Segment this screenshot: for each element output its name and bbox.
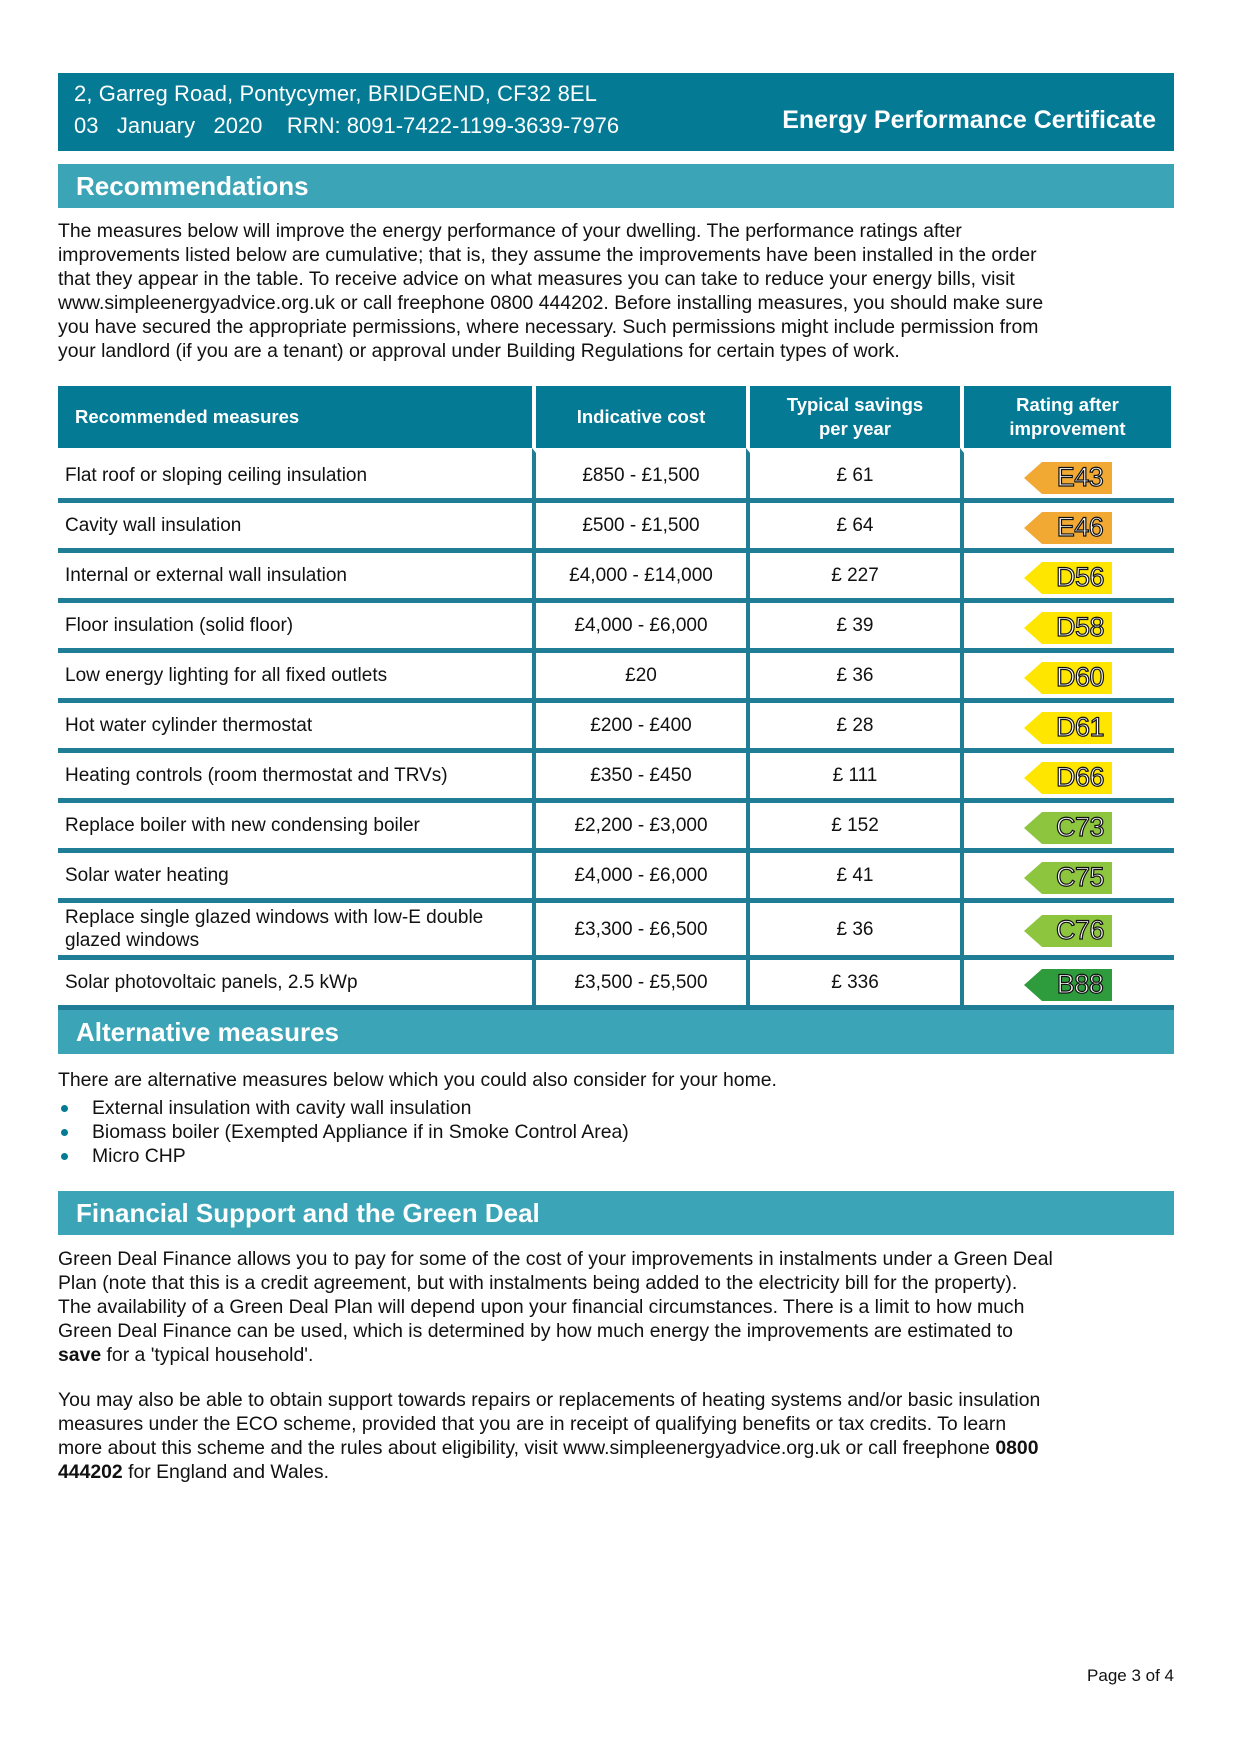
page-number: Page 3 of 4 — [1087, 1666, 1174, 1685]
measure-cell: Solar water heating — [58, 853, 532, 903]
rating-label: D60 — [1055, 661, 1105, 692]
rating-badge-wrapper — [964, 858, 1174, 894]
measure-line: Replace single glazed windows with low-E double — [65, 907, 484, 928]
measure-cell: Solar photovoltaic panels, 2.5 kWp — [58, 960, 532, 1010]
rating-label: D56 — [1055, 561, 1105, 592]
rating-badge-wrapper — [964, 458, 1174, 494]
savings-cell: £ 28 — [746, 703, 960, 753]
measure-cell: Low energy lighting for all fixed outlets — [58, 653, 532, 703]
measure-cell: Cavity wall insulation — [58, 503, 532, 553]
measure-cell: Internal or external wall insulation — [58, 553, 532, 603]
certificate-meta — [74, 113, 619, 139]
header-line: Rating after — [1016, 394, 1119, 415]
text: more about this scheme and the rules about eligibility, visit www.simpleenergyadvice.org.uk or call freephone — [58, 1437, 996, 1459]
rating-cell — [960, 653, 1174, 703]
column-header-measures: Recommended measures — [58, 386, 532, 448]
paragraph-line: The availability of a Green Deal Plan will depend upon your financial circumstances. There is a limit to how much — [58, 1296, 1025, 1318]
rating-label: C73 — [1055, 811, 1105, 842]
rating-arrow-badge — [1024, 969, 1112, 1001]
cost-cell: £4,000 - £6,000 — [532, 603, 746, 653]
paragraph-line: Plan (note that this is a credit agreement, but with instalments being added to the electricity bill for the property). — [58, 1272, 1018, 1294]
rating-label: D66 — [1055, 761, 1105, 792]
list-item-text: Micro CHP — [92, 1145, 186, 1167]
table-row — [58, 603, 1174, 653]
rating-cell — [960, 853, 1174, 903]
table-row — [58, 553, 1174, 603]
intro-line: your landlord (if you are a tenant) or approval under Building Regulations for certain types of work. — [58, 340, 900, 362]
rating-cell — [960, 603, 1174, 653]
section-heading-recommendations: Recommendations — [58, 164, 1174, 208]
cost-cell: £3,500 - £5,500 — [532, 960, 746, 1010]
header-line: improvement — [1009, 418, 1126, 439]
rating-label: B88 — [1056, 968, 1104, 999]
cost-cell: £20 — [532, 653, 746, 703]
bullet-icon — [61, 1129, 68, 1136]
rating-arrow-badge — [1024, 662, 1112, 694]
rating-cell — [960, 753, 1174, 803]
table-row — [58, 853, 1174, 903]
paragraph-line: You may also be able to obtain support towards repairs or replacements of heating systems and/or basic insulation — [58, 1389, 1041, 1411]
bold-text: 0800 — [995, 1437, 1039, 1459]
paragraph-line — [58, 1343, 1178, 1367]
text: for a 'typical household'. — [101, 1344, 314, 1366]
bold-text: 444202 — [58, 1461, 123, 1483]
cost-cell: £3,300 - £6,500 — [532, 903, 746, 960]
measure-cell: Hot water cylinder thermostat — [58, 703, 532, 753]
rating-badge-wrapper — [964, 808, 1174, 844]
rating-label: C75 — [1055, 861, 1105, 892]
savings-cell: £ 227 — [746, 553, 960, 603]
list-item-text: Biomass boiler (Exempted Appliance if in Smoke Control Area) — [92, 1121, 629, 1143]
rating-arrow-badge — [1024, 762, 1112, 794]
rating-cell — [960, 703, 1174, 753]
rating-badge-wrapper — [964, 708, 1174, 744]
rating-arrow-badge — [1024, 862, 1112, 894]
paragraph-line — [58, 1460, 1178, 1484]
date-day: 03 — [74, 113, 99, 138]
column-header-rating — [960, 386, 1174, 448]
rating-cell — [960, 553, 1174, 603]
savings-cell: £ 41 — [746, 853, 960, 903]
intro-line: improvements listed below are cumulative; that is, they assume the improvements have been installed in the order — [58, 244, 1037, 266]
savings-cell: £ 152 — [746, 803, 960, 853]
savings-cell: £ 36 — [746, 653, 960, 703]
rating-label: E46 — [1056, 511, 1104, 542]
table-row — [58, 903, 1174, 960]
measure-cell — [58, 903, 532, 960]
property-address: 2, Garreg Road, Pontycymer, BRIDGEND, CF32 8EL — [74, 81, 598, 106]
cost-cell: £850 - £1,500 — [532, 448, 746, 503]
table-row — [58, 503, 1174, 553]
table-row — [58, 960, 1174, 1010]
cost-cell: £2,200 - £3,000 — [532, 803, 746, 853]
cost-cell: £4,000 - £6,000 — [532, 853, 746, 903]
table-header-row — [58, 386, 1174, 448]
cost-cell: £200 - £400 — [532, 703, 746, 753]
rating-badge-wrapper — [964, 758, 1174, 794]
savings-cell: £ 64 — [746, 503, 960, 553]
rating-cell — [960, 960, 1174, 1010]
rating-label: E43 — [1056, 461, 1104, 492]
rating-arrow-badge — [1024, 562, 1112, 594]
recommendations-table — [58, 386, 1174, 1010]
rating-cell — [960, 903, 1174, 960]
cost-cell: £4,000 - £14,000 — [532, 553, 746, 603]
rating-arrow-badge — [1024, 462, 1112, 494]
paragraph-line: measures under the ECO scheme, provided that you are in receipt of qualifying benefits or tax credits. To learn — [58, 1413, 1007, 1435]
table-row — [58, 703, 1174, 753]
rrn-label: RRN: — [286, 113, 341, 138]
intro-line: you have secured the appropriate permissions, where necessary. Such permissions might include permission from — [58, 316, 1039, 338]
bullet-icon — [61, 1105, 68, 1112]
list-item — [58, 1120, 629, 1144]
rating-label: D61 — [1055, 711, 1105, 742]
cost-cell: £350 - £450 — [532, 753, 746, 803]
rating-arrow-badge — [1024, 512, 1112, 544]
rating-cell — [960, 448, 1174, 503]
list-item — [58, 1096, 629, 1120]
rating-arrow-badge — [1024, 712, 1112, 744]
column-header-cost: Indicative cost — [532, 386, 746, 448]
cost-cell: £500 - £1,500 — [532, 503, 746, 553]
date-month: January — [116, 113, 196, 138]
savings-cell: £ 336 — [746, 960, 960, 1010]
alternative-measures-list — [58, 1096, 629, 1168]
intro-line: that they appear in the table. To receive advice on what measures you can take to reduce your energy bills, visit — [58, 268, 1015, 290]
rating-arrow-badge — [1024, 915, 1112, 947]
green-deal-paragraph — [58, 1247, 1178, 1367]
paragraph-line: Green Deal Finance can be used, which is determined by how much energy the improvements are estimated to — [58, 1320, 1013, 1342]
bold-text: save — [58, 1344, 102, 1366]
list-item — [58, 1144, 629, 1168]
intro-line: www.simpleenergyadvice.org.uk or call freephone 0800 444202. Before installing measures, you should make sure — [58, 292, 1044, 314]
header-line: per year — [819, 418, 891, 439]
paragraph-line — [58, 1436, 1178, 1460]
eco-scheme-paragraph — [58, 1388, 1178, 1484]
savings-cell: £ 36 — [746, 903, 960, 960]
date-year: 2020 — [213, 113, 263, 138]
rating-badge-wrapper — [964, 965, 1174, 1001]
rating-cell — [960, 503, 1174, 553]
measure-cell: Floor insulation (solid floor) — [58, 603, 532, 653]
rating-badge-wrapper — [964, 658, 1174, 694]
rating-badge-wrapper — [964, 608, 1174, 644]
table-row — [58, 803, 1174, 853]
rrn-number: 8091-7422-1199-3639-7976 — [346, 113, 620, 138]
table-row — [58, 448, 1174, 503]
savings-cell: £ 111 — [746, 753, 960, 803]
rating-cell — [960, 803, 1174, 853]
savings-cell: £ 61 — [746, 448, 960, 503]
table-row — [58, 653, 1174, 703]
list-item-text: External insulation with cavity wall insulation — [92, 1097, 472, 1119]
measure-cell: Heating controls (room thermostat and TRVs) — [58, 753, 532, 803]
measure-cell: Replace boiler with new condensing boiler — [58, 803, 532, 853]
recommendations-intro — [58, 219, 1178, 363]
rating-label: D58 — [1055, 611, 1105, 642]
paragraph-line: Green Deal Finance allows you to pay for some of the cost of your improvements in instalments under a Green Deal — [58, 1248, 1053, 1270]
rating-label: C76 — [1055, 915, 1105, 945]
header-line: Typical savings — [786, 394, 924, 415]
rating-arrow-badge — [1024, 612, 1112, 644]
savings-cell: £ 39 — [746, 603, 960, 653]
rating-arrow-badge — [1024, 812, 1112, 844]
measure-cell: Flat roof or sloping ceiling insulation — [58, 448, 532, 503]
certificate-header — [58, 73, 1174, 151]
intro-line: The measures below will improve the energy performance of your dwelling. The performance ratings after — [58, 220, 962, 242]
section-heading-financial-support: Financial Support and the Green Deal — [58, 1191, 1174, 1235]
rating-badge-wrapper — [964, 911, 1174, 947]
measure-line: glazed windows — [65, 930, 200, 951]
rating-badge-wrapper — [964, 558, 1174, 594]
document-title: Energy Performance Certificate — [782, 106, 1156, 134]
section-heading-alternative-measures: Alternative measures — [58, 1010, 1174, 1054]
rating-badge-wrapper — [964, 508, 1174, 544]
text: for England and Wales. — [122, 1461, 329, 1483]
table-row — [58, 753, 1174, 803]
column-header-savings — [746, 386, 960, 448]
alternative-intro: There are alternative measures below which you could also consider for your home. — [58, 1069, 777, 1091]
bullet-icon — [61, 1153, 68, 1160]
